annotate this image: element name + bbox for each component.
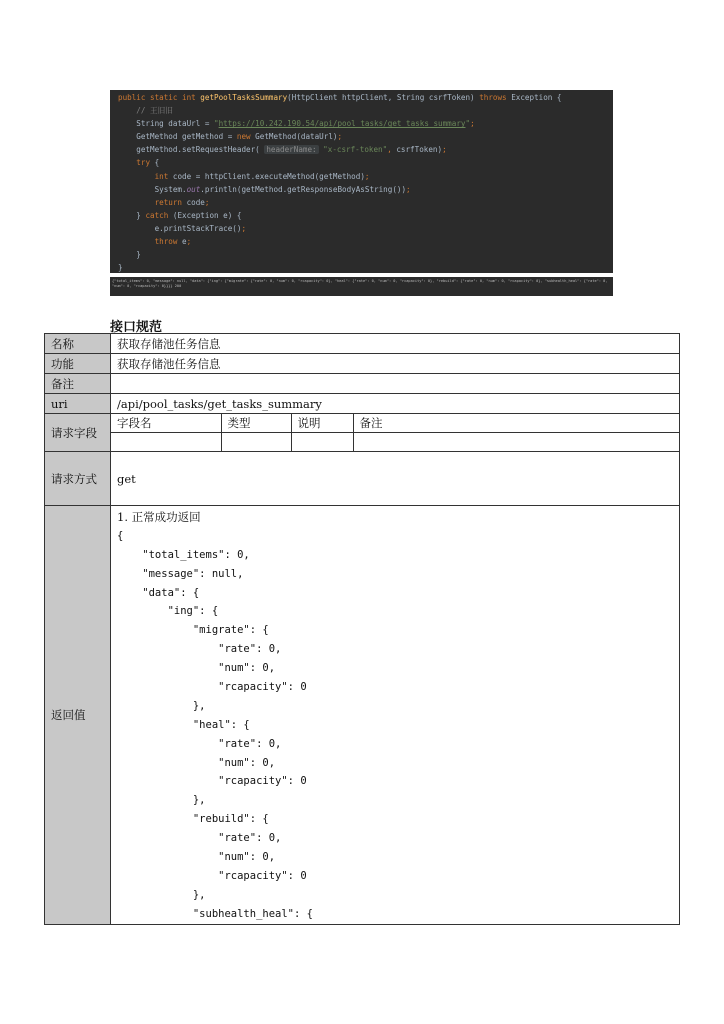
request-method-value: get <box>111 452 680 506</box>
console-output: {"total_items": 0, "message": null, "data": {"ing": {"migrate": {"rate": 0, "num": 0, "rcapacity": 0}, "heal": {"rate": 0, "num": 0, "rcapacity": 0}, "rebuild": {"rate": 0, "num": 0, "rcapacity": 0}, "subhealth_heal": {"rate": 0, "num": 0, "rcapacity": 0}}}} 200 <box>110 277 613 296</box>
json-line: }, <box>117 888 206 901</box>
code-token: // 王旧旧 <box>136 106 173 116</box>
name-value: 获取存储池任务信息 <box>111 334 680 354</box>
code-token: new <box>236 132 256 142</box>
json-line: "rcapacity": 0 <box>117 681 307 694</box>
request-fields-label: 请求字段 <box>45 414 111 452</box>
code-token: return <box>154 197 187 207</box>
field-name-header: 字段名 <box>111 414 221 433</box>
json-line: "data": { <box>117 586 200 599</box>
remark-label: 备注 <box>45 374 111 394</box>
remark-value <box>111 374 680 394</box>
spec-row-name <box>45 334 680 354</box>
section-heading: 接口规范 <box>110 320 163 335</box>
code-token: https://10.242.190.54/api/pool_tasks/get_tasks_summary <box>218 119 466 129</box>
return-json-block <box>117 527 673 924</box>
code-token: ; <box>406 184 411 194</box>
code-token: " <box>214 119 219 129</box>
json-line: "subhealth_heal": { <box>117 907 313 920</box>
code-token: GetMethod(dataUrl) <box>255 132 338 142</box>
uri-value: /api/pool_tasks/get_tasks_summary <box>111 394 680 414</box>
code-line <box>118 196 613 209</box>
code-token <box>118 198 155 207</box>
code-token: out <box>186 184 201 194</box>
json-line: "ing": { <box>117 605 219 618</box>
code-line <box>118 183 613 196</box>
json-line: "rebuild": { <box>117 813 269 826</box>
spec-row-remark <box>45 374 680 394</box>
code-token: ; <box>470 119 475 129</box>
code-line <box>118 261 613 273</box>
code-editor-screenshot <box>110 90 613 273</box>
spec-row-return <box>45 506 680 925</box>
spec-row-request-fields <box>45 414 680 452</box>
code-token: csrfToken) <box>396 145 443 155</box>
field-type-cell <box>221 433 291 452</box>
json-line: "heal": { <box>117 718 250 731</box>
json-line: "rate": 0, <box>117 643 282 656</box>
code-token: code = httpClient.executeMethod(getMethod) <box>172 171 365 181</box>
code-line <box>118 91 613 104</box>
code-line <box>118 156 613 169</box>
json-line: }, <box>117 794 206 807</box>
code-token: ; <box>442 145 447 155</box>
code-token: headerName: <box>266 145 317 155</box>
request-fields-table <box>111 414 679 451</box>
code-token: try <box>136 158 155 168</box>
code-token: e.printStackTrace() <box>118 223 242 233</box>
json-line: "num": 0, <box>117 662 276 675</box>
json-line: "total_items": 0, <box>117 548 250 561</box>
code-token: "x-csrf-token" <box>318 145 388 155</box>
json-line: "message": null, <box>117 567 244 580</box>
code-line <box>118 130 613 143</box>
field-type-header: 类型 <box>221 414 291 433</box>
code-line <box>118 222 613 235</box>
code-token: } <box>118 250 141 260</box>
json-line: { <box>117 529 124 542</box>
json-line: "rate": 0, <box>117 832 282 845</box>
code-token: " <box>465 119 471 129</box>
code-token: { <box>154 158 160 168</box>
code-token: ; <box>186 237 192 247</box>
field-remark-cell <box>353 433 679 452</box>
code-token: String dataUrl = <box>118 119 215 129</box>
code-line <box>118 209 613 222</box>
code-token: throws <box>479 93 512 102</box>
code-token: getPoolTasksSummary <box>200 93 288 102</box>
function-value: 获取存储池任务信息 <box>111 354 680 374</box>
code-token: ; <box>337 132 343 142</box>
code-token <box>118 106 136 115</box>
name-label: 名称 <box>45 334 111 354</box>
return-label: 返回值 <box>45 506 111 925</box>
uri-label: uri <box>45 394 111 414</box>
code-line <box>118 248 613 261</box>
code-token: .println(getMethod.getResponseBodyAsString()) <box>200 184 407 194</box>
json-line: "num": 0, <box>117 756 276 769</box>
code-token: code <box>186 197 205 207</box>
json-line: "rcapacity": 0 <box>117 775 307 788</box>
return-title: 1. 正常成功返回 <box>117 510 201 524</box>
code-token: } <box>118 210 146 220</box>
request-method-label: 请求方式 <box>45 452 111 506</box>
code-token: (Exception e) { <box>172 210 242 220</box>
field-desc-cell <box>291 433 353 452</box>
code-line <box>118 117 613 130</box>
json-line: }, <box>117 699 206 712</box>
code-token: int <box>154 171 173 181</box>
code-token: ; <box>204 197 210 207</box>
code-token: } <box>118 263 123 273</box>
code-token: ; <box>364 171 370 181</box>
code-token <box>118 158 136 167</box>
code-token: public static int <box>118 93 201 102</box>
json-line: "rcapacity": 0 <box>117 869 307 882</box>
code-token: System. <box>118 184 187 194</box>
field-desc-header: 说明 <box>291 414 353 433</box>
code-line <box>118 143 613 156</box>
field-name-cell <box>111 433 221 452</box>
code-line <box>118 235 613 248</box>
code-line <box>118 170 613 183</box>
code-token: throw <box>154 237 183 247</box>
code-token: e <box>182 237 187 247</box>
json-line: "num": 0, <box>117 851 276 864</box>
field-remark-header: 备注 <box>353 414 679 433</box>
code-token: , <box>387 145 397 155</box>
code-token: Exception { <box>511 93 562 102</box>
api-spec-table <box>44 333 680 925</box>
code-token: catch <box>145 210 173 220</box>
function-label: 功能 <box>45 354 111 374</box>
code-token: ; <box>241 223 247 233</box>
json-line: "rate": 0, <box>117 737 282 750</box>
code-token: getMethod.setRequestHeader( <box>118 145 265 155</box>
code-token: GetMethod getMethod = <box>118 132 237 142</box>
spec-row-function <box>45 354 680 374</box>
code-token <box>118 172 155 181</box>
code-line <box>118 104 613 117</box>
json-line: "migrate": { <box>117 624 269 637</box>
code-token <box>118 237 155 246</box>
code-token: (HttpClient httpClient, String csrfToken) <box>287 93 480 102</box>
spec-row-uri <box>45 394 680 414</box>
spec-row-request-method <box>45 452 680 506</box>
return-value <box>111 506 680 925</box>
